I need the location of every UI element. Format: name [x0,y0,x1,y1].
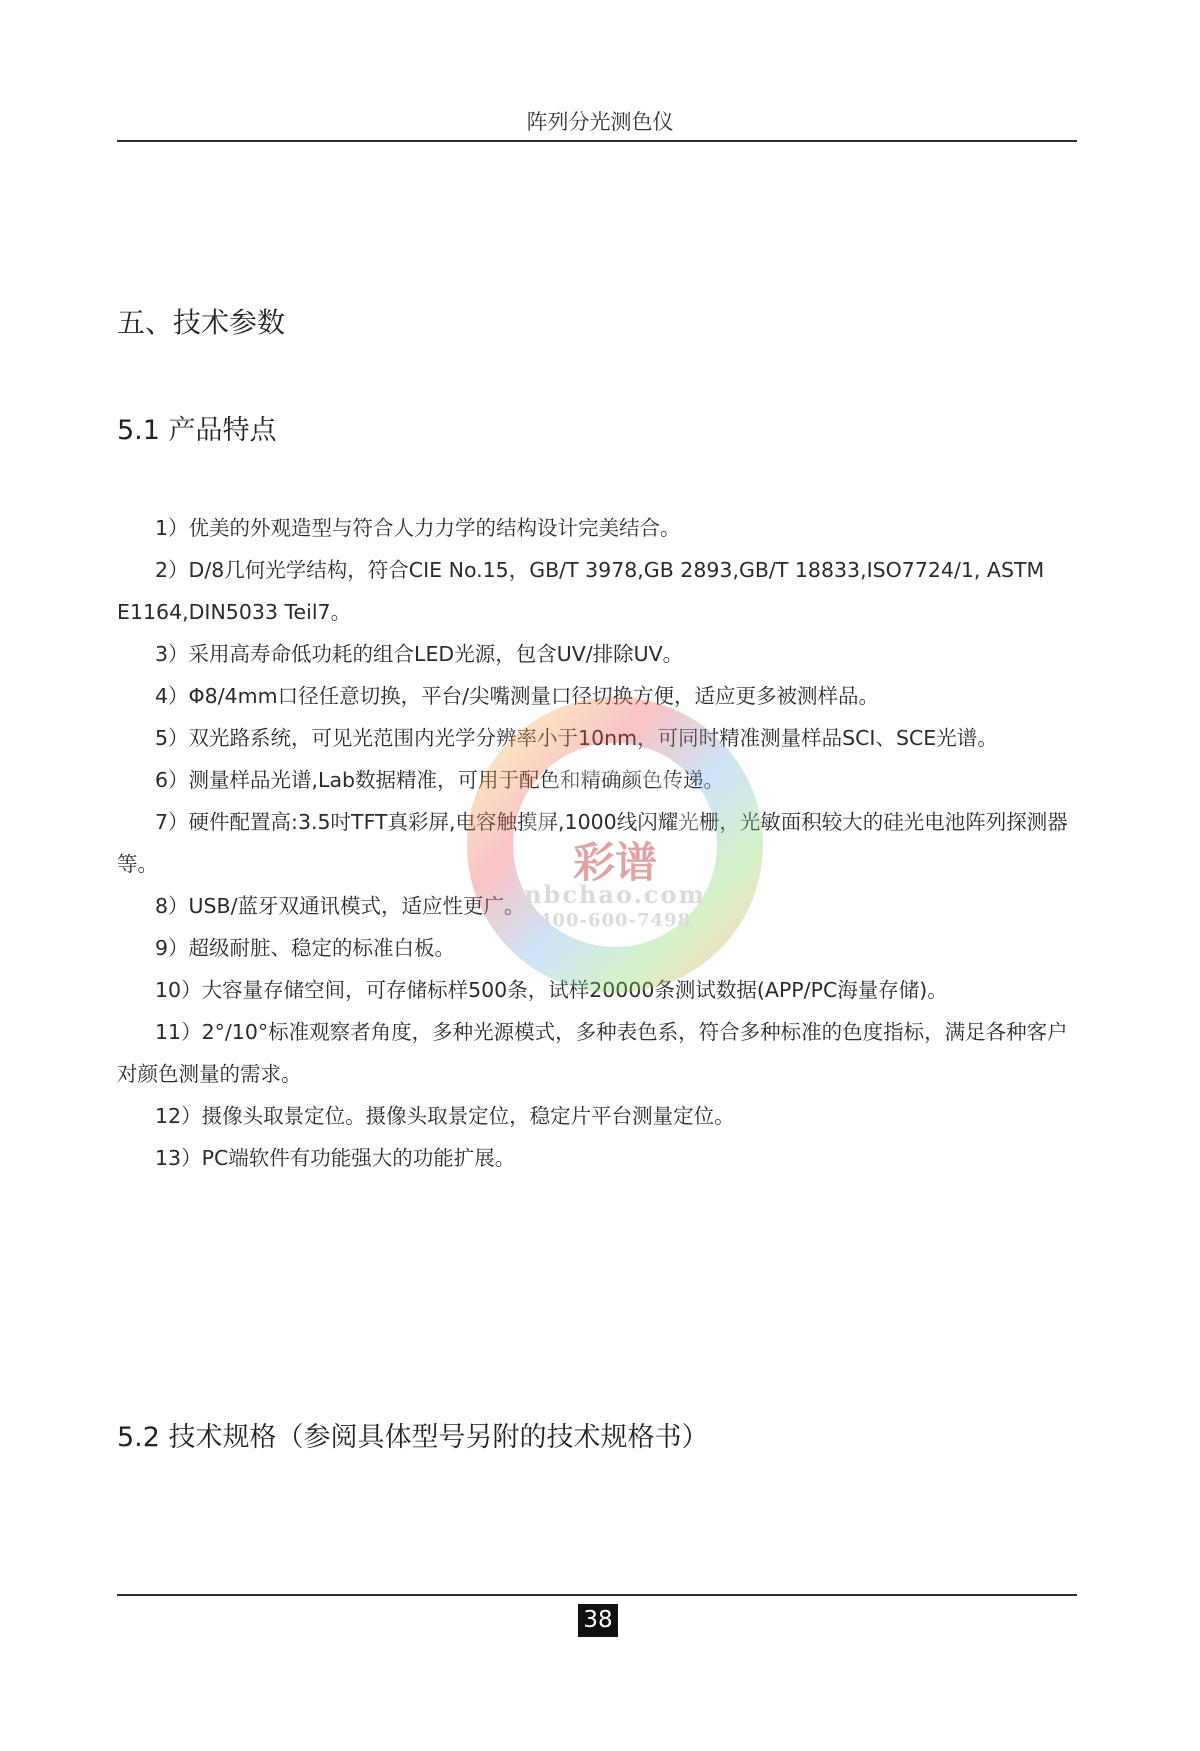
feature-list [117,507,1087,1179]
subsection-title-features: 5.1 产品特点 [117,415,277,446]
feature-item: 7）硬件配置高:3.5吋TFT真彩屏,电容触摸屏,1000线闪耀光栅，光敏面积较大的硅光电池阵列探测器等。 [117,810,1068,876]
page-number: 38 [578,1604,618,1637]
feature-item: 11）2°/10°标准观察者角度，多种光源模式，多种表色系，符合多种标准的色度指标，满足各种客户对颜色测量的需求。 [117,1020,1068,1086]
feature-item: 9）超级耐脏、稳定的标准白板。 [155,936,456,960]
feature-item: 5）双光路系统，可见光范围内光学分辨率小于10nm，可同时精准测量样品SCI、SCE光谱。 [155,726,998,750]
feature-item: 2）D/8几何光学结构，符合CIE No.15，GB/T 3978,GB 2893,GB/T 18833,ISO7724/1, ASTM E1164,DIN5033 Teil7。 [117,558,1045,624]
watermark-phone: 400-600-7498 [538,910,692,931]
feature-item: 1）优美的外观造型与符合人力力学的结构设计完美结合。 [155,516,681,540]
feature-item: 10）大容量存储空间，可存储标样500条，试样20000条测试数据(APP/PC海量存储)。 [155,978,948,1002]
page-header-title: 阵列分光测色仪 [526,110,674,134]
watermark-site: nbchao.com [524,880,706,909]
watermark-logo: 彩谱 [572,838,657,887]
subsection-title-specs: 5.2 技术规格（参阅具体型号另附的技术规格书） [117,1422,709,1453]
feature-item: 8）USB/蓝牙双通讯模式，适应性更广。 [155,894,525,918]
feature-item: 3）采用高寿命低功耗的组合LED光源，包含UV/排除UV。 [155,642,684,666]
feature-item: 4）Φ8/4mm口径任意切换，平台/尖嘴测量口径切换方便，适应更多被测样品。 [155,684,880,708]
section-title: 五、技术参数 [117,306,286,339]
feature-item: 13）PC端软件有功能强大的功能扩展。 [155,1146,516,1170]
feature-item: 6）测量样品光谱,Lab数据精准，可用于配色和精确颜色传递。 [155,768,725,792]
footer-rule [117,1594,1077,1596]
feature-item: 12）摄像头取景定位。摄像头取景定位，稳定片平台测量定位。 [155,1104,735,1128]
header-rule [117,140,1077,142]
